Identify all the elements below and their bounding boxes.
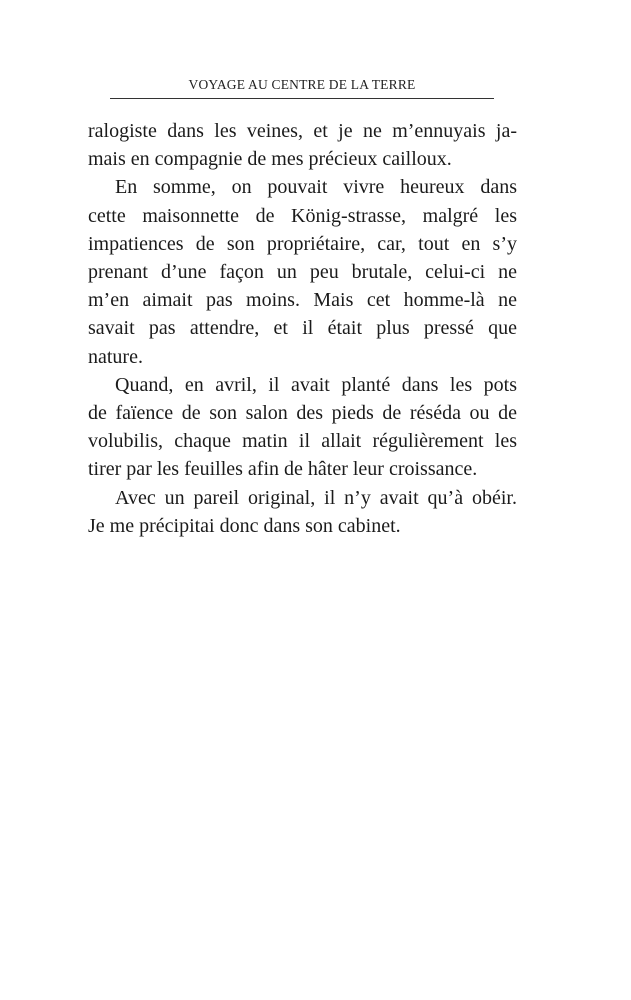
text-line: cette maisonnette de König-strasse, malgré les	[88, 204, 517, 227]
paragraph	[88, 371, 517, 484]
text-line: Je me précipitai donc dans son cabinet.	[88, 514, 401, 537]
text-line: de faïence de son salon des pieds de réséda ou de	[88, 402, 517, 425]
text-line: En somme, on pouvait vivre heureux dans	[115, 176, 517, 199]
text-line: impatiences de son propriétaire, car, tout en s’y	[88, 232, 517, 255]
text-line: ralogiste dans les veines, et je ne m’ennuyais ja-	[88, 120, 517, 142]
text-line: mais en compagnie de mes précieux cailloux.	[88, 148, 452, 171]
text-line: volubilis, chaque matin il allait régulièrement les	[88, 430, 517, 453]
text-line: nature.	[88, 345, 143, 368]
body-text	[88, 117, 517, 540]
paragraph	[88, 484, 517, 540]
text-line: Quand, en avril, il avait planté dans les pots	[115, 373, 517, 396]
header-rule	[110, 98, 494, 99]
text-line: tirer par les feuilles afin de hâter leur croissance.	[88, 458, 478, 481]
text-line: savait pas attendre, et il était plus pressé que	[88, 317, 517, 340]
text-line: prenant d’une façon un peu brutale, celui-ci ne	[88, 261, 517, 284]
text-line: m’en aimait pas moins. Mais cet homme-là ne	[88, 289, 517, 312]
text-line: Avec un pareil original, il n’y avait qu’à obéir.	[115, 486, 517, 509]
paragraph	[88, 173, 517, 370]
paragraph-continuation	[88, 117, 517, 173]
running-header-title: VOYAGE AU CENTRE DE LA TERRE	[188, 77, 416, 92]
